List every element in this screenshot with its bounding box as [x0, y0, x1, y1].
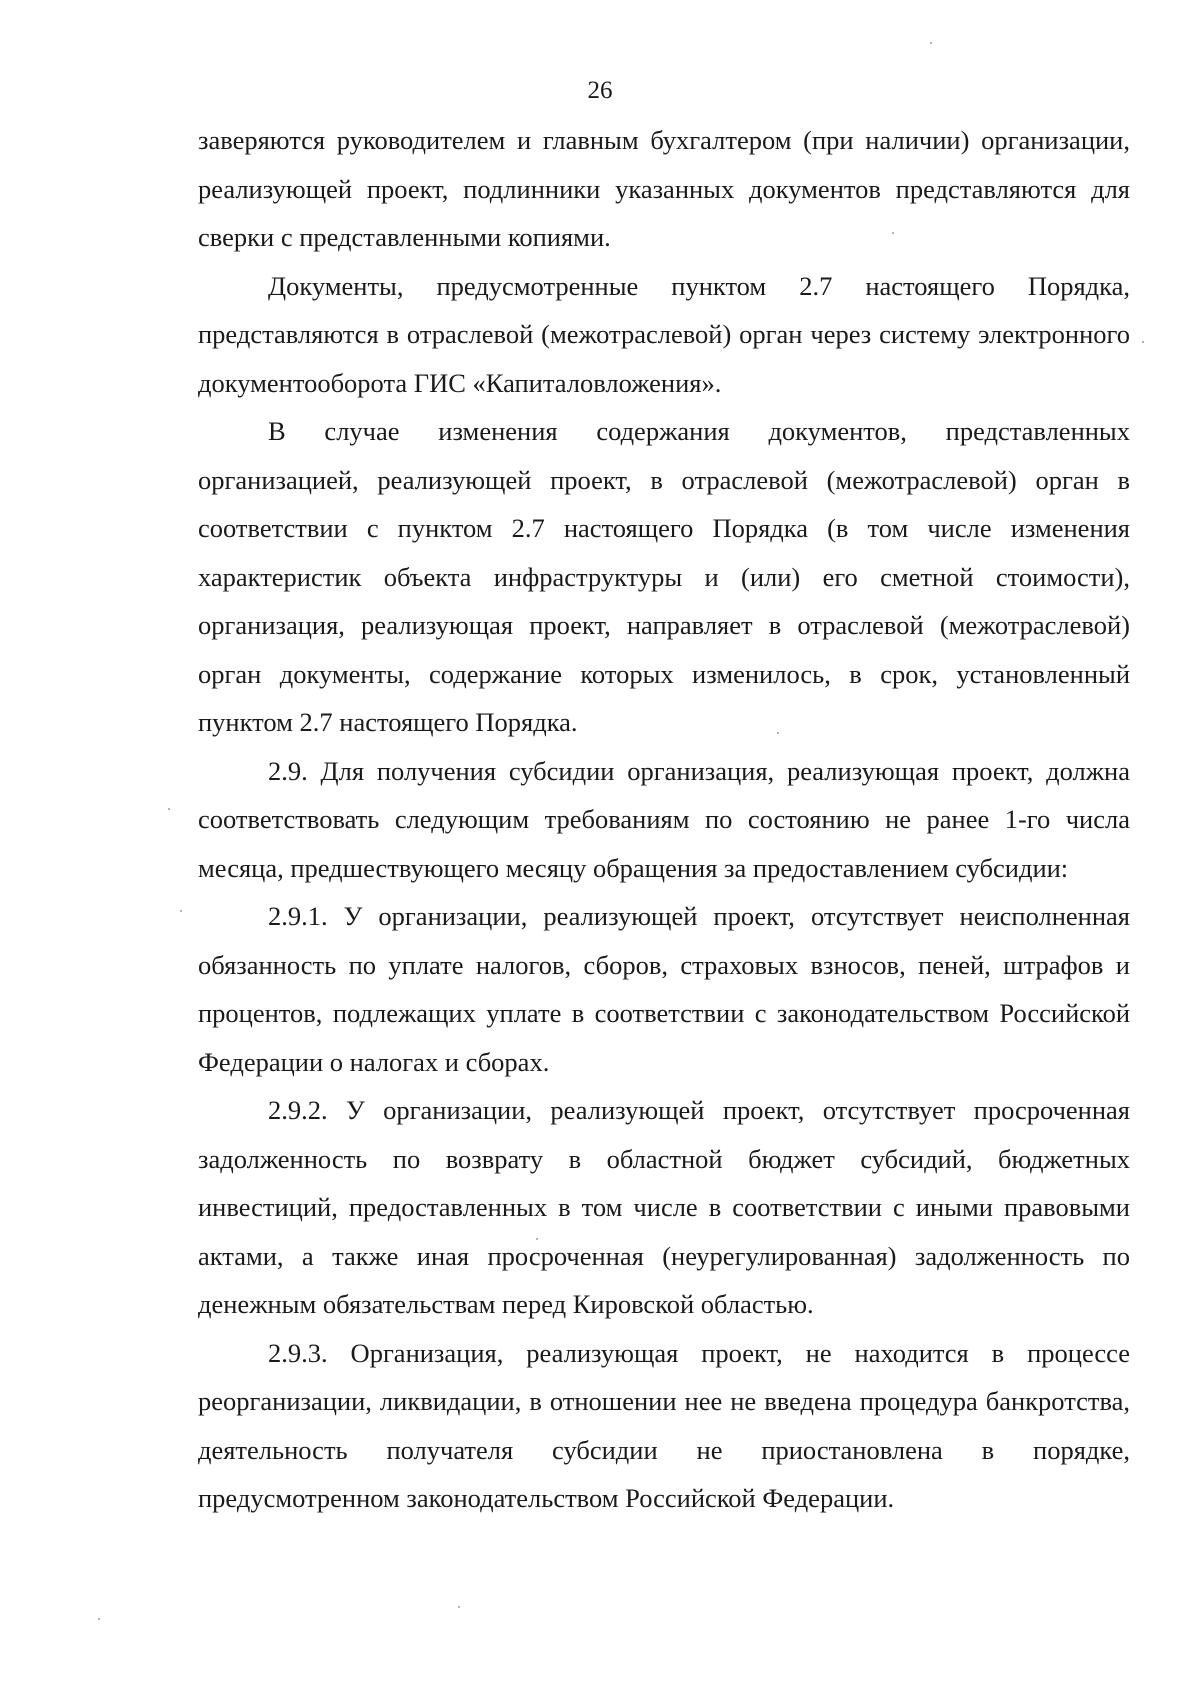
scan-speck	[98, 1618, 100, 1620]
paragraph-2-9-2-debt: 2.9.2. У организации, реализующей проект, отсутствует просроченная задолженность по возврату в областной бюджет субсидий, бюджетных инвестиций, предоставленных в том числе в соответствии с иными правовыми актами, а также иная просроченная (неурегулированная) задолженность по денежным обязательствам перед Кировской областью.	[198, 1095, 1130, 1319]
scan-speck	[536, 1238, 538, 1240]
paragraph-2-9-3-reorganization: 2.9.3. Организация, реализующая проект, не находится в процессе реорганизации, ликвидации, в отношении нее не введена процедура банкротства, деятельность получателя субсидии не приостановлена в порядке, предусмотренном законодательством Российской Федерации.	[198, 1337, 1130, 1513]
paragraph-document-changes: В случае изменения содержания документов, представленных организацией, реализующей проект, в отраслевой (межотраслевой) орган в соответствии с пунктом 2.7 настоящего Порядка (в том числе изменения характеристик объекта инфраструктуры и (или) его сметной стоимости), организация, реализующая проект, направляет в отраслевой (межотраслевой) орган документы, содержание которых изменилось, в срок, установленный пунктом 2.7 настоящего Порядка.	[198, 416, 1130, 737]
document-body	[198, 116, 1130, 1523]
scan-speck	[892, 232, 894, 234]
paragraph-documents-submission: Документы, предусмотренные пунктом 2.7 настоящего Порядка, представляются в отраслевой (межотраслевой) орган через систему электронного документооборота ГИС «Капиталовложения».	[198, 270, 1130, 398]
page-number: 26	[587, 77, 613, 104]
scan-speck	[168, 808, 170, 810]
scan-speck	[777, 732, 779, 734]
scan-speck	[180, 910, 182, 912]
scan-speck	[1142, 341, 1144, 343]
scan-speck	[930, 42, 932, 44]
paragraph-continuation: заверяются руководителем и главным бухгалтером (при наличии) организации, реализующей проект, подлинники указанных документов представляются для сверки с представленными копиями.	[198, 125, 1130, 252]
scan-speck	[458, 1606, 460, 1608]
paragraph-2-9-requirements: 2.9. Для получения субсидии организация, реализующая проект, должна соответствовать следующим требованиям по состоянию не ранее 1-го числа месяца, предшествующего месяцу обращения за предоставлением субсидии:	[198, 755, 1130, 883]
paragraph-2-9-1-taxes: 2.9.1. У организации, реализующей проект, отсутствует неисполненная обязанность по уплате налогов, сборов, страховых взносов, пеней, штрафов и процентов, подлежащих уплате в соответствии с законодательством Российской Федерации о налогах и сборах.	[198, 901, 1130, 1077]
